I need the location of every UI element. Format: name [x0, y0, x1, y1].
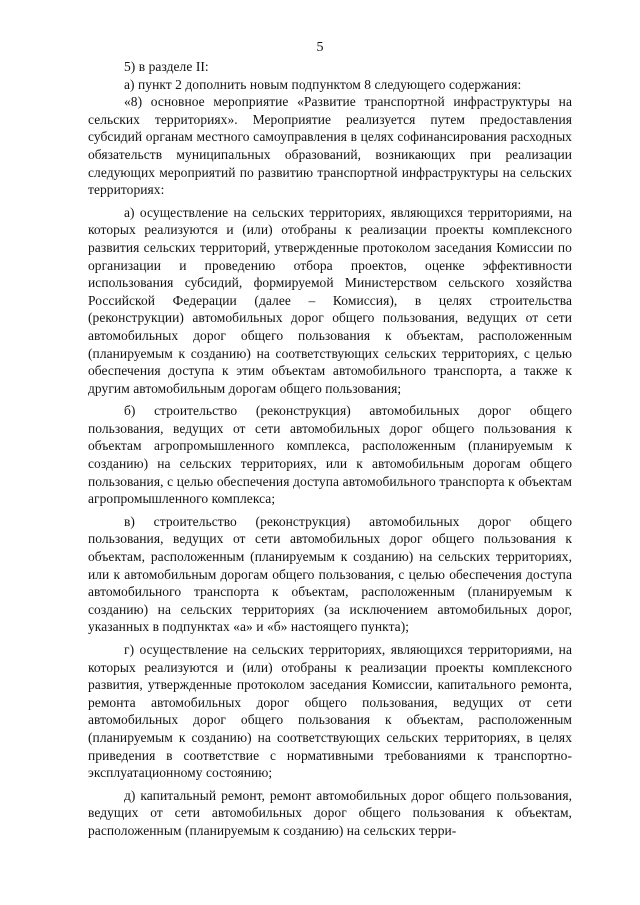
paragraph-section-heading: 5) в разделе II: — [124, 59, 209, 74]
paragraph-subitem-d: д) капитальный ремонт, ремонт автомобильных дорог общего пользования, ведущих от сети автомобильных дорог общего пользования к объектам, расположенным (планируемым к созданию) на сельских терри- — [88, 787, 572, 838]
paragraph-item-a-intro: а) пункт 2 дополнить новым подпунктом 8 следующего содержания: — [124, 76, 522, 92]
paragraph-subitem-b: б) строительство (реконструкция) автомобильных дорог общего пользования, ведущих от сети автомобильных дорог общего пользования к объектам агропромышленного комплекса, расположенным (планируемым к созданию) на сельских территориях, или к автомобильным дорогам общего пользования, с целью обеспечения доступа автомобильного транспорта к объектам агропромышленного комплекса; — [88, 403, 572, 507]
paragraph-subitem-g: г) осуществление на сельских территориях, являющихся территориями, на которых реализуются и (или) отобраны к реализации проекты комплексного развития, утвержденные протоколом заседания Комиссии, капитального ремонта, ремонта автомобильных дорог общего пользования, ведущих от сети автомобильных дорог общего пользования к объектам, расположенным (планируемым к созданию) на соответствующих сельских территориях, в целях приведения в соответствие с нормативными требованиями к транспортно-эксплуатационному состоянию; — [88, 642, 572, 781]
paragraph-subitem-a: а) осуществление на сельских территориях, являющихся территориями, на которых реализуются и (или) отобраны к реализации проекты комплексного развития сельских территорий, утвержденные протоколом заседания Комиссии по организации и проведению отбора проектов, оценке эффективности использования субсидий, формируемой Министерством сельского хозяйства Российской Федерации (далее – Комиссия), в целях строительства (реконструкции) автомобильных дорог общего пользования, ведущих от сети автомобильных дорог общего пользования к объектам, расположенным (планируемым к созданию) на соответствующих сельских территориях, с целью обеспечения доступа к этим объектам автомобильного транспорта, а также к другим автомобильным дорогам общего пользования; — [88, 204, 572, 396]
document-body — [88, 58, 572, 840]
page-number: 5 — [316, 40, 324, 55]
paragraph-main-activity: «8) основное мероприятие «Развитие транспортной инфраструктуры на сельских территориях». Мероприятие реализуется путем предоставления субсидий органам местного самоуправления в целях софинансирования расходных обязательств муниципальных образований, возникающих при реализации следующих мероприятий по развитию транспортной инфраструктуры на сельских территориях: — [88, 94, 572, 198]
paragraph-subitem-v: в) строительство (реконструкция) автомобильных дорог общего пользования, ведущих от сети автомобильных дорог общего пользования к объектам, расположенным (планируемым к созданию) на сельских территориях, или к автомобильным дорогам общего пользования, с целью обеспечения доступа автомобильного транспорта к объектам, расположенным (планируемым к созданию) на сельских территориях (за исключением автомобильных дорог, указанных в подпунктах «а» и «б» настоящего пункта); — [88, 513, 572, 635]
